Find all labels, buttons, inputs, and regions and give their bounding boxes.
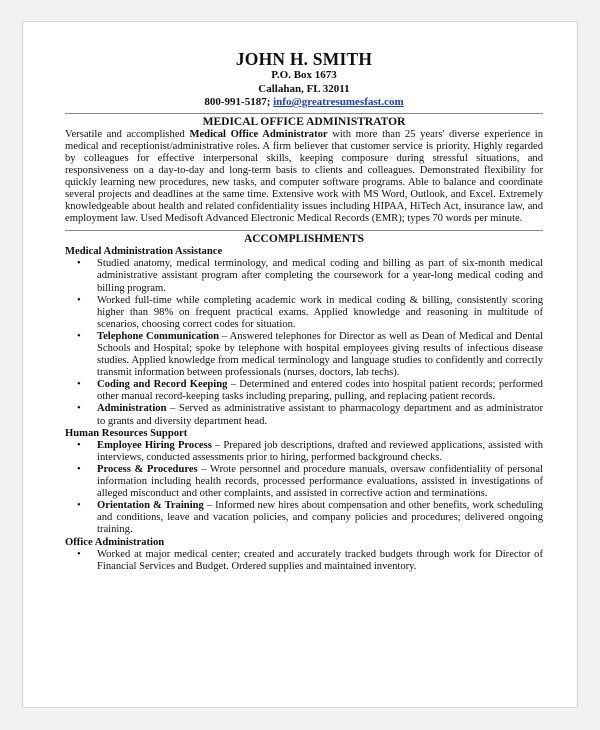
section-heading-medical: Medical Administration Assistance	[65, 246, 223, 258]
list-item: • Orientation & Training – Informed new hires about compensation and other benefits, work scheduling and conditions, leave and vacation policies, and company policies and procedures; delivered ongoing training.	[77, 500, 543, 536]
bullet-icon: •	[77, 330, 81, 342]
list-item: • Studied anatomy, medical terminology, and medical coding and billing as part of six-month medical administrative assistant program after completing the coursework for a year-long medical coding and billing program.	[77, 258, 543, 294]
list-item: • Administration – Served as administrative assistant to pharmacology department and as administrator to grants and diversity department head.	[77, 403, 543, 427]
objective-text-bold: Medical Office Administrator	[189, 128, 328, 140]
address-line-1: P.O. Box 1673	[271, 69, 337, 81]
section-heading-office: Office Administration	[65, 536, 165, 548]
objective-title: MEDICAL OFFICE ADMINISTRATOR	[202, 115, 406, 128]
bullet-icon: •	[77, 379, 81, 391]
phone-number: 800-991-5187;	[204, 96, 271, 108]
candidate-name: JOHN H. SMITH	[235, 49, 373, 69]
bullet-icon: •	[77, 294, 81, 306]
address-line-2: Callahan, FL 32011	[258, 82, 350, 95]
list-medical	[65, 258, 543, 427]
section-heading-hr: Human Resources Support	[65, 427, 188, 439]
list-item: • Telephone Communication – Answered telephones for Director as well as Dean of Medical and Dental Schools and Hospital; spoke by telephone with hospital employees giving results of infectious disease studies. Applied knowledge from medical terminology and language studies to confidently and correctly transmit information between professionals (nurses, doctors, lab techs).	[77, 330, 543, 379]
bullet-icon: •	[77, 548, 81, 560]
accomplishments-title: ACCOMPLISHMENTS	[243, 233, 365, 246]
bullet-icon: •	[77, 500, 81, 512]
list-item: • Coding and Record Keeping – Determined and entered codes into hospital patient records; performed other manual record-keeping tasks including preparing, pulling, and replacing patient records.	[77, 379, 543, 403]
bullet-icon: •	[77, 258, 81, 270]
objective-text-pre: Versatile and accomplished	[65, 128, 190, 140]
objective-divider	[65, 230, 543, 231]
contact-line	[65, 96, 543, 110]
list-item: • Process & Procedures – Wrote personnel and procedure manuals, oversaw confidentiality of personal information including health records, processed performance evaluations, assisted in investigations of alleged misconduct and other complaints, and assisted in corrective action and terminations.	[77, 463, 543, 500]
list-item: • Worked at major medical center; created and accurately tracked budgets through work for Director of Financial Services and Budget. Ordered supplies and maintained inventory.	[77, 548, 543, 572]
list-office	[65, 549, 543, 573]
resume-header	[65, 49, 543, 110]
objective-paragraph	[65, 129, 543, 226]
resume-content	[65, 49, 543, 573]
objective-text-post: with more than 25 years' diverse experience in medical and receptionist/administrative roles. A firm believer that customer service is priority. Highly regarded by colleagues for effective interpersonal skills, keeping composure during stressful situations, and responsiveness on a day-to-day and long-term basis to clients and colleagues. Demonstrated flexibility for quickly learning new procedures, new tasks, and computer software programs. Able to balance and coordinate several projects and deadlines at the same time. Extensive work with MS Word, Outlook, and Excel. Extremely knowledgeable about health and related confidentiality issues including HIPAA, HiTech Act, insurance law, and employment law. Used Medisoft Advanced Electronic Medical Records (EMR); types 70 words per minute.	[65, 128, 543, 225]
bullet-icon: •	[77, 463, 81, 475]
resume-page	[22, 21, 578, 708]
list-item: • Employee Hiring Process – Prepared job descriptions, drafted and reviewed applications, assisted with interviews, conducted assessments prior to hiring, performed background checks.	[77, 439, 543, 463]
header-divider	[65, 113, 543, 114]
bullet-icon: •	[77, 403, 81, 415]
bullet-icon: •	[77, 439, 81, 451]
email-link[interactable]: info@greatresumesfast.com	[273, 96, 404, 108]
list-hr	[65, 440, 543, 537]
list-item: • Worked full-time while completing academic work in medical coding & billing, consistently scoring higher than 98% on frequent practical exams. Applied knowledge and reasoning in multitude of scenarios, choosing correct codes for situation.	[77, 294, 543, 330]
